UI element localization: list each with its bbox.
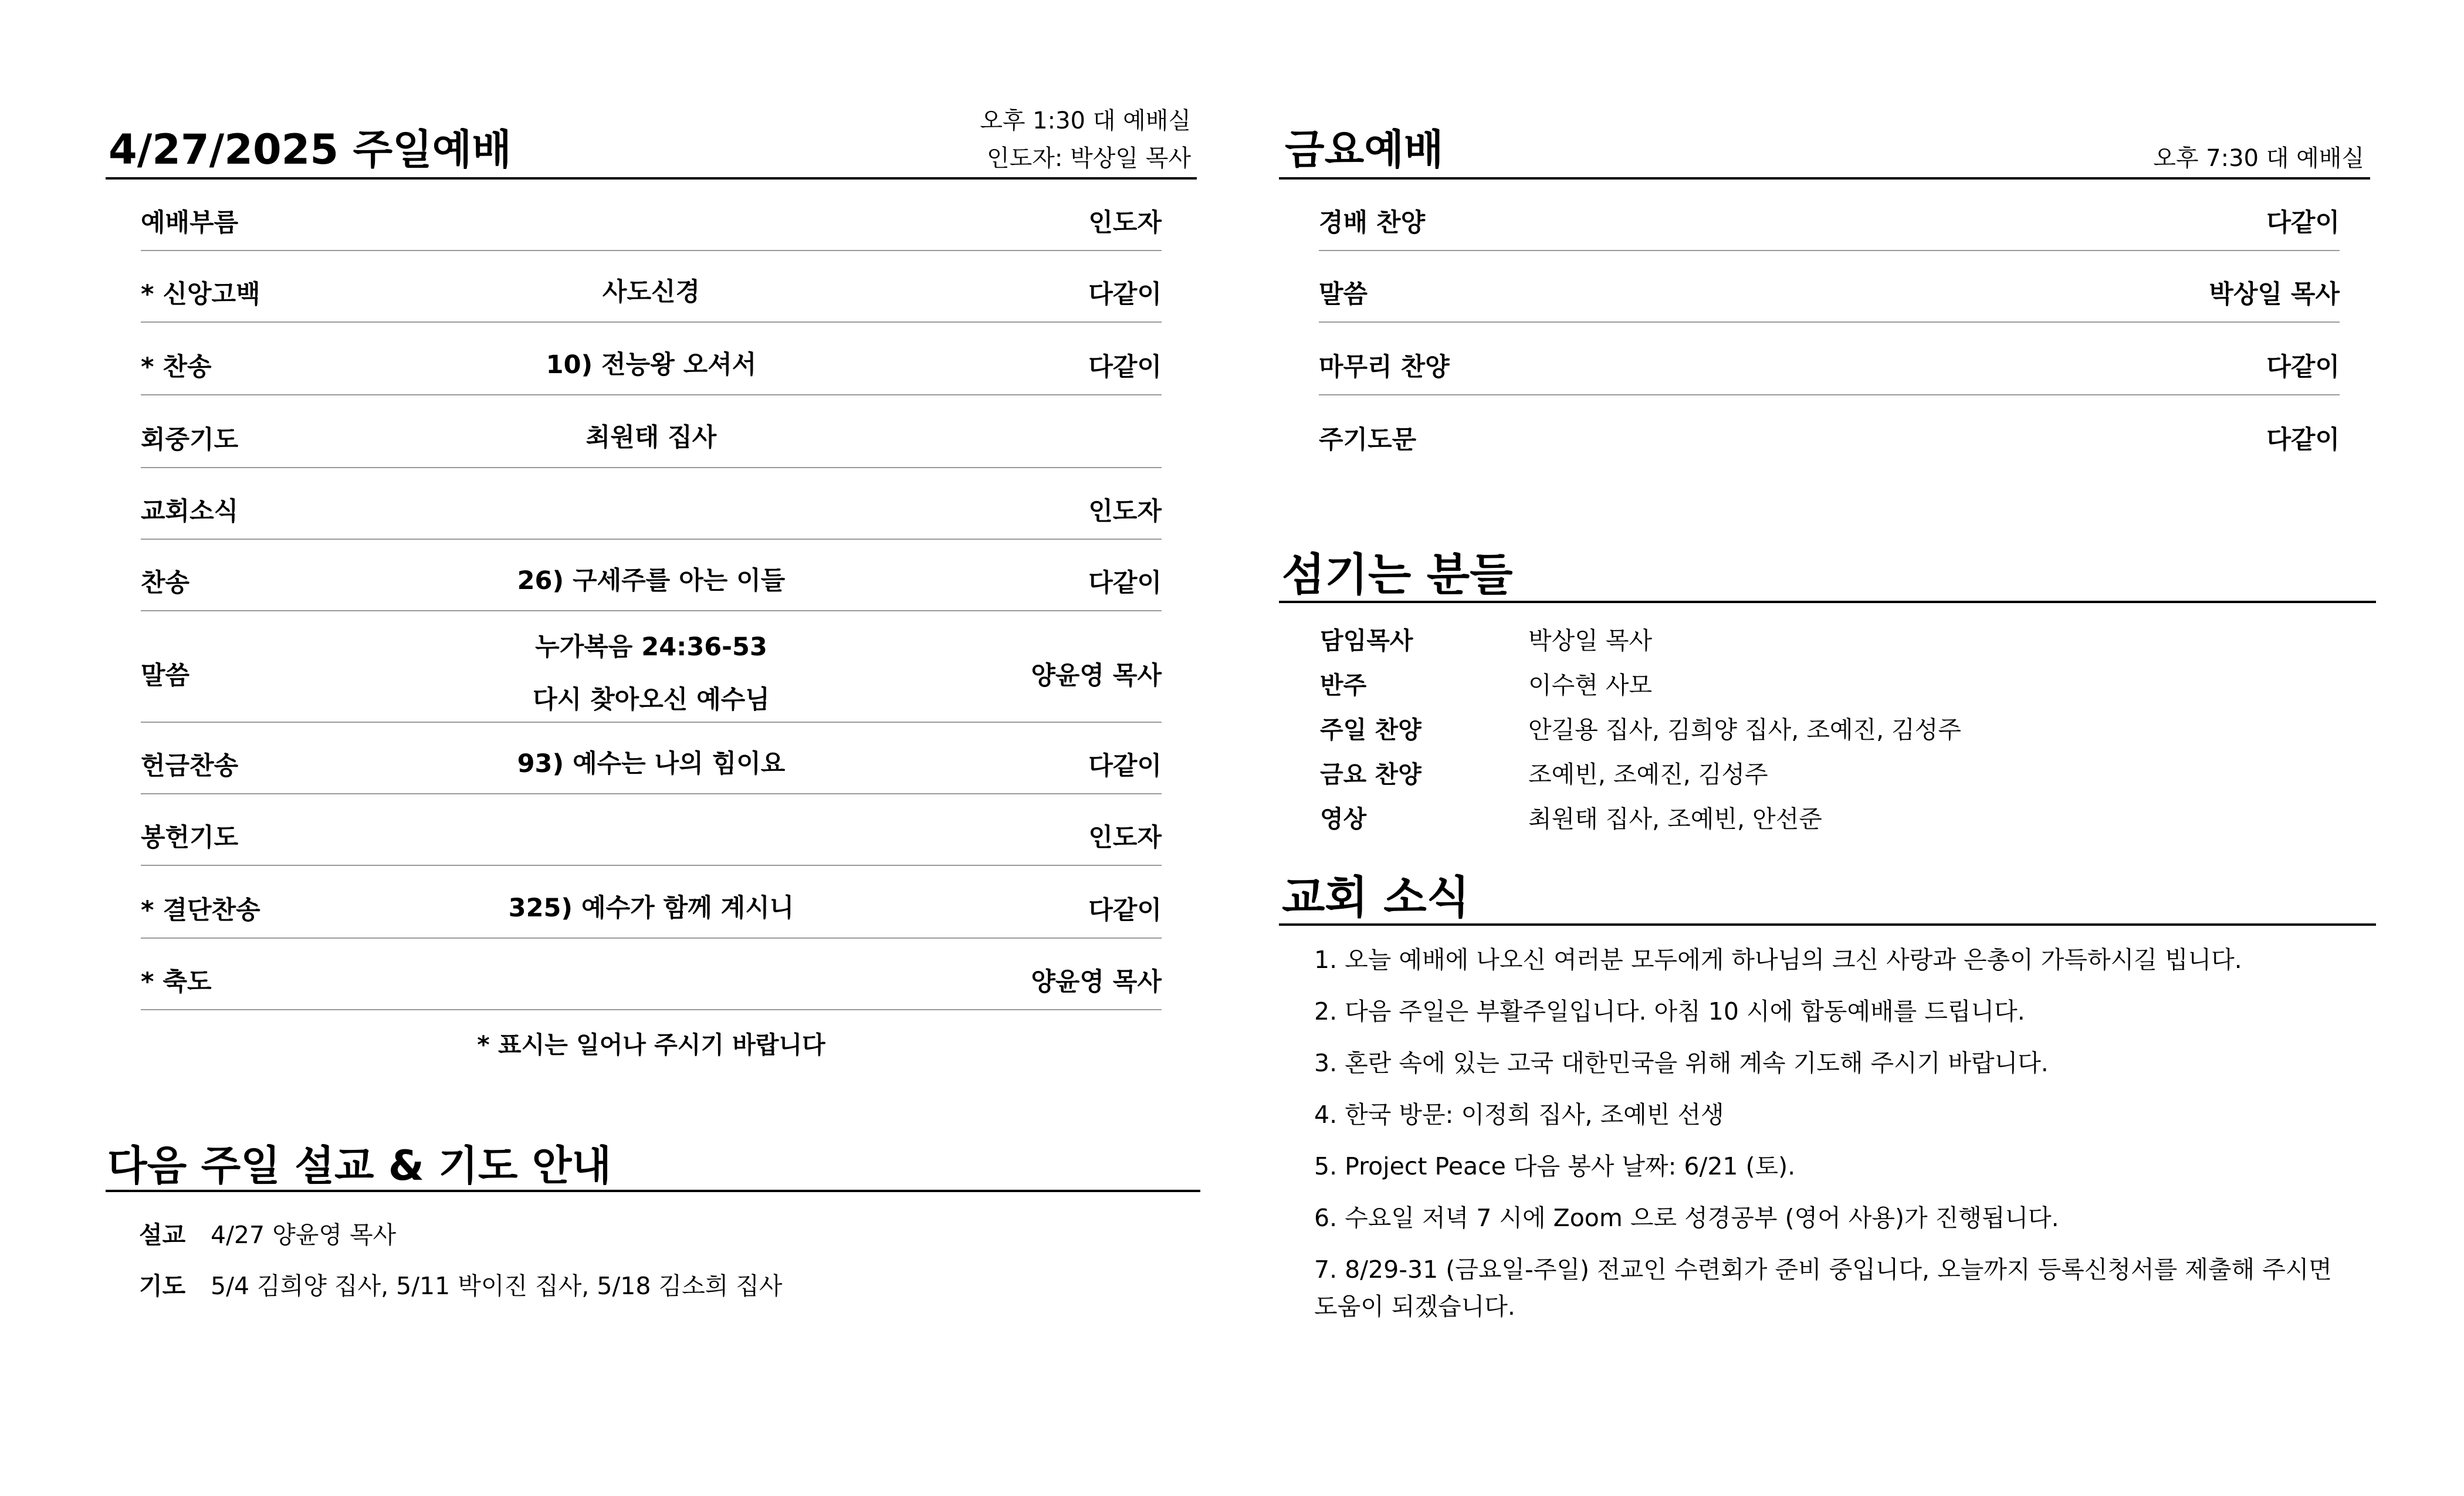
friday-by: 박상일 목사 [2209, 279, 2340, 309]
order-row-sermon [141, 621, 1162, 726]
server-role: 주일 찬양 [1320, 715, 1421, 744]
order-row [141, 808, 1162, 862]
row-divider [141, 250, 1162, 251]
order-item: 헌금찬송 [141, 751, 239, 781]
server-role: 담임목사 [1320, 626, 1413, 655]
server-names: 이수현 사모 [1528, 671, 1653, 699]
row-divider [141, 467, 1162, 468]
news-item: 1. 오늘 예배에 나오신 여러분 모두에게 하나님의 크신 사랑과 은총이 가득하시길 빕니다. [1314, 946, 2242, 974]
sunday-title-rule [106, 177, 1197, 180]
server-role: 금요 찬양 [1320, 760, 1421, 788]
order-item: * 축도 [141, 967, 212, 997]
news-item: 6. 수요일 저녁 7 시에 Zoom 으로 성경공부 (영어 사용)가 진행됩니다. [1314, 1204, 2059, 1232]
sermon-title: 다시 찾아오신 예수님 [533, 685, 770, 715]
row-divider [141, 865, 1162, 866]
friday-item: 주기도문 [1319, 425, 1417, 455]
servers-title: 섬기는 분들 [1282, 549, 1513, 601]
server-row [1320, 750, 2376, 794]
order-by: 다같이 [1088, 279, 1162, 309]
row-divider [141, 722, 1162, 723]
friday-by: 다같이 [2266, 352, 2340, 382]
order-by: 양윤영 목사 [1031, 967, 1162, 997]
friday-row [1319, 411, 2340, 465]
server-row [1320, 661, 2376, 705]
order-row [141, 881, 1162, 935]
friday-time: 오후 7:30 대 예배실 [2153, 145, 2364, 172]
order-item: * 찬송 [141, 352, 212, 382]
order-item: 말씀 [141, 661, 190, 691]
order-content: 325) 예수가 함께 계시니 [508, 893, 794, 923]
order-row [141, 194, 1162, 248]
prayer-value: 5/4 김희양 집사, 5/11 박이진 집사, 5/18 김소희 집사 [211, 1272, 783, 1300]
friday-by: 다같이 [2266, 208, 2340, 238]
friday-title: 금요예배 [1285, 126, 1444, 174]
friday-title-rule [1279, 177, 2370, 180]
news-item: 7. 8/29-31 (금요일-주일) 전교인 수련회가 준비 중입니다, 오늘까지 등록신청서를 제출해 주시면 도움이 되겠습니다. [1314, 1255, 2332, 1321]
prayer-label: 기도 [139, 1272, 186, 1300]
order-row [141, 953, 1162, 1007]
order-by: 인도자 [1088, 823, 1162, 852]
sunday-time: 오후 1:30 대 예배실 [980, 107, 1191, 134]
servers-title-rule [1279, 601, 2376, 603]
news-item: 4. 한국 방문: 이정희 집사, 조예빈 선생 [1314, 1101, 1724, 1129]
friday-by: 다같이 [2266, 425, 2340, 455]
row-divider [141, 610, 1162, 611]
news-item: 2. 다음 주일은 부활주일입니다. 아침 10 시에 합동예배를 드립니다. [1314, 997, 2025, 1025]
row-divider [1319, 394, 2340, 395]
friday-row [1319, 338, 2340, 392]
order-content: 93) 예수는 나의 힘이요 [517, 749, 786, 779]
order-item: * 신앙고백 [141, 279, 260, 309]
row-divider [141, 394, 1162, 395]
news-title: 교회 소식 [1282, 871, 1470, 923]
order-by: 다같이 [1088, 895, 1162, 925]
server-row [1320, 794, 2376, 839]
sermon-info [139, 1223, 396, 1247]
row-divider [141, 1009, 1162, 1010]
row-divider [1319, 321, 2340, 323]
order-row [141, 265, 1162, 319]
friday-item: 경배 찬양 [1319, 208, 1426, 238]
order-content [422, 621, 880, 726]
order-item: * 결단찬송 [141, 895, 260, 925]
news-list [1314, 942, 2347, 1340]
order-row [141, 554, 1162, 608]
order-content: 최원태 집사 [585, 423, 717, 452]
sunday-title: 4/27/2025 주일예배 [109, 126, 512, 174]
next-week-title-rule [106, 1190, 1200, 1192]
row-divider [141, 539, 1162, 540]
sunday-leader: 인도자: 박상일 목사 [986, 145, 1191, 172]
friday-item: 말씀 [1319, 279, 1368, 309]
standing-note: * 표시는 일어나 주시기 바랍니다 [477, 1031, 825, 1059]
row-divider [1319, 250, 2340, 251]
friday-row [1319, 265, 2340, 319]
order-by: 다같이 [1088, 751, 1162, 781]
row-divider [141, 937, 1162, 939]
server-row [1320, 616, 2376, 661]
order-by: 양윤영 목사 [1031, 661, 1162, 691]
order-by: 다같이 [1088, 352, 1162, 382]
scripture-reference: 누가복음 24:36-53 [535, 632, 767, 662]
server-names: 최원태 집사, 조예빈, 안선준 [1528, 804, 1822, 833]
servers-list [1320, 616, 2376, 839]
order-item: 교회소식 [141, 496, 239, 526]
order-item: 예배부름 [141, 208, 239, 238]
order-item: 봉헌기도 [141, 823, 239, 852]
server-names: 박상일 목사 [1528, 626, 1653, 655]
order-row [141, 338, 1162, 392]
news-item: 3. 혼란 속에 있는 고국 대한민국을 위해 계속 기도해 주시기 바랍니다. [1314, 1049, 2049, 1077]
order-by: 다같이 [1088, 568, 1162, 598]
server-names: 안길용 집사, 김희양 집사, 조예진, 김성주 [1528, 715, 1961, 744]
next-week-title: 다음 주일 설교 & 기도 안내 [107, 1142, 612, 1190]
order-by: 인도자 [1088, 208, 1162, 238]
order-row [141, 482, 1162, 536]
server-row [1320, 705, 2376, 750]
order-by: 인도자 [1088, 496, 1162, 526]
server-role: 반주 [1320, 671, 1367, 699]
order-content: 10) 전능왕 오셔서 [546, 350, 757, 380]
order-content: 26) 구세주를 아는 이들 [517, 566, 786, 595]
sermon-label: 설교 [139, 1221, 186, 1249]
server-names: 조예빈, 조예진, 김성주 [1528, 760, 1768, 788]
friday-item: 마무리 찬양 [1319, 352, 1450, 382]
row-divider [141, 793, 1162, 794]
row-divider [141, 321, 1162, 323]
prayer-info [139, 1274, 783, 1298]
order-row [141, 411, 1162, 465]
news-item: 5. Project Peace 다음 봉사 날짜: 6/21 (토). [1314, 1152, 1796, 1180]
order-row [141, 737, 1162, 791]
sermon-value: 4/27 양윤영 목사 [211, 1221, 397, 1249]
order-content: 사도신경 [602, 277, 700, 307]
news-title-rule [1279, 923, 2376, 926]
server-role: 영상 [1320, 804, 1367, 833]
order-item: 찬송 [141, 568, 190, 598]
friday-row [1319, 194, 2340, 248]
order-item: 회중기도 [141, 425, 239, 455]
